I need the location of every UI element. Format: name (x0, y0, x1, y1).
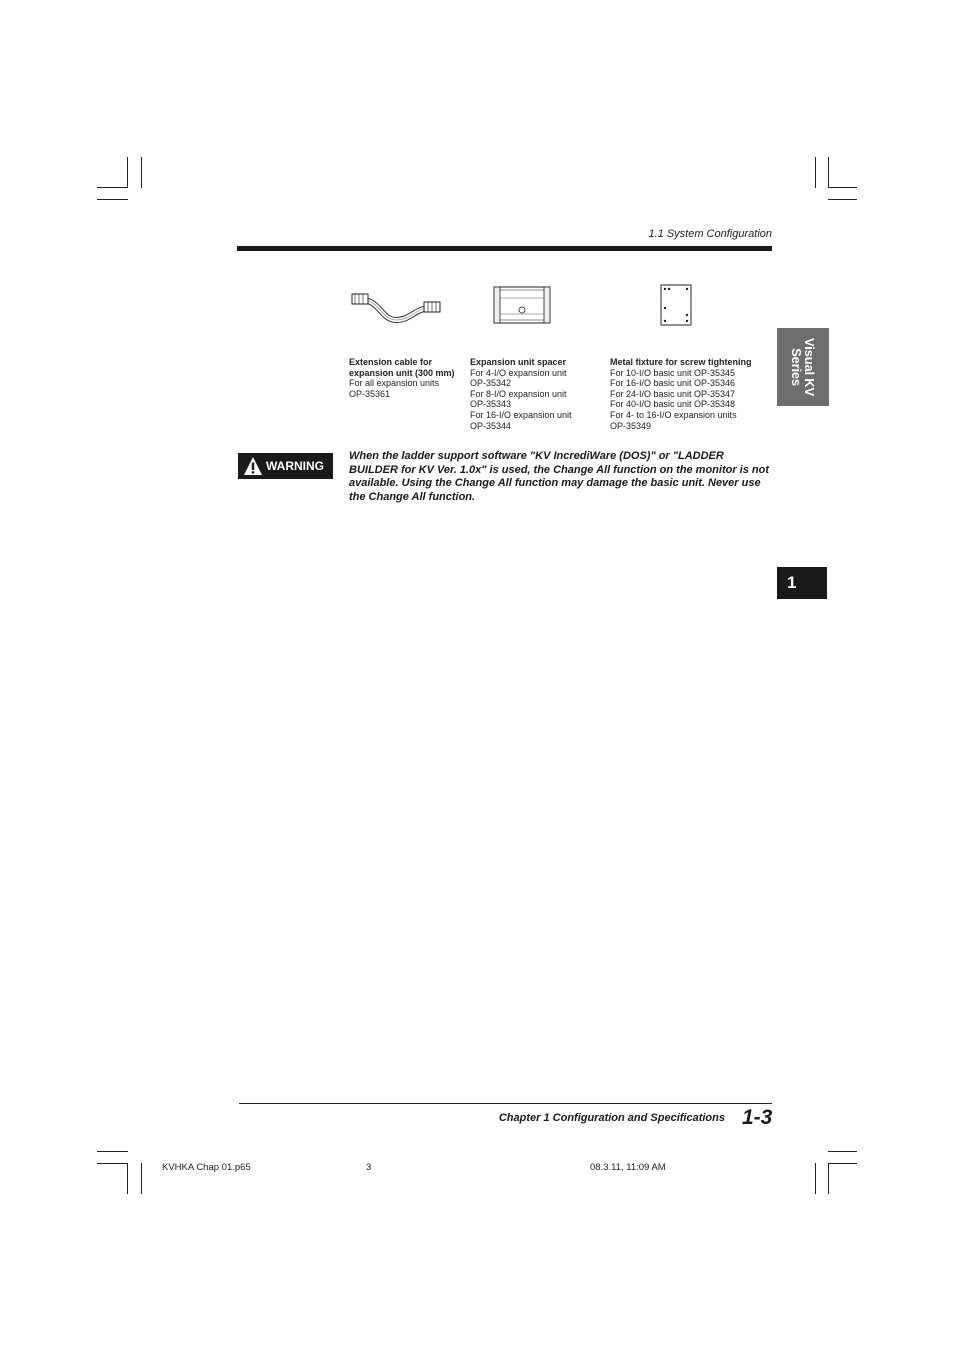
slug-timestamp: 08.3.11, 11:09 AM (590, 1162, 666, 1173)
side-tab (777, 328, 829, 406)
product-detail: OP-35344 (470, 420, 512, 431)
crop-mark (97, 1151, 128, 1152)
warning-badge (238, 453, 333, 479)
product-detail: OP-35343 (470, 399, 512, 410)
bottom-rule (239, 1103, 772, 1104)
crop-mark (828, 1163, 857, 1164)
side-tab-line2: Series (789, 348, 804, 386)
product-detail: For all expansion units (349, 378, 440, 389)
product-detail: For 16-I/O basic unit OP-35346 (610, 378, 736, 389)
product-name: Expansion unit spacer (470, 357, 567, 367)
crop-mark (828, 1151, 857, 1152)
running-head: 1.1 System Configuration (648, 228, 772, 240)
warning-text: When the ladder support software "KV IncrediWare (DOS)" or "LADDER BUILDER for KV Ver. 1.0x" is used, the Change All function on the monitor is not available. Using the Change All function may damage the basic unit. Never use the Change All function. (349, 450, 769, 504)
product-caption (470, 357, 600, 431)
product-detail: OP-35342 (470, 378, 512, 389)
page-number: 1-3 (742, 1106, 773, 1129)
crop-mark (828, 187, 857, 188)
metal-fixture-illustration (660, 284, 692, 326)
crop-mark (828, 1163, 829, 1194)
product-name: expansion unit (300 mm) (349, 367, 455, 378)
product-detail: For 10-I/O basic unit OP-35345 (610, 367, 736, 378)
footer-chapter-title: Chapter 1 Configuration and Specifications (498, 1112, 725, 1124)
extension-cable-illustration (350, 288, 442, 326)
warning-label: WARNING (266, 459, 324, 473)
crop-mark (127, 157, 128, 188)
expansion-spacer-illustration (493, 286, 551, 324)
side-tab-line1: Visual KV (802, 338, 817, 396)
slug-file: KVHKA Chap 01.p65 (162, 1162, 251, 1173)
product-caption (610, 357, 770, 431)
crop-mark (97, 187, 128, 188)
crop-mark (141, 1163, 142, 1194)
warning-triangle-icon (243, 456, 263, 476)
product-detail: For 8-I/O expansion unit (470, 388, 567, 399)
crop-mark (127, 1163, 128, 1194)
side-tab-label (790, 338, 816, 396)
crop-mark (828, 199, 857, 200)
product-detail: For 16-I/O expansion unit (470, 409, 572, 420)
product-detail: For 40-I/O basic unit OP-35348 (610, 399, 736, 410)
crop-mark (97, 199, 128, 200)
crop-mark (828, 157, 829, 188)
product-detail: For 24-I/O basic unit OP-35347 (610, 388, 736, 399)
product-name: Extension cable for (349, 357, 433, 367)
product-name: Metal fixture for screw tightening (610, 357, 752, 367)
crop-mark (97, 1163, 128, 1164)
top-rule (237, 246, 772, 251)
crop-mark (141, 157, 142, 188)
product-detail: OP-35349 (610, 420, 652, 431)
crop-mark (815, 157, 816, 188)
product-detail: For 4-I/O expansion unit (470, 367, 567, 378)
product-detail: For 4- to 16-I/O expansion units (610, 409, 737, 420)
slug-page: 3 (366, 1162, 372, 1173)
product-caption (349, 357, 464, 399)
chapter-tab: 1 (777, 567, 827, 599)
product-detail: OP-35361 (349, 388, 391, 399)
crop-mark (815, 1163, 816, 1194)
